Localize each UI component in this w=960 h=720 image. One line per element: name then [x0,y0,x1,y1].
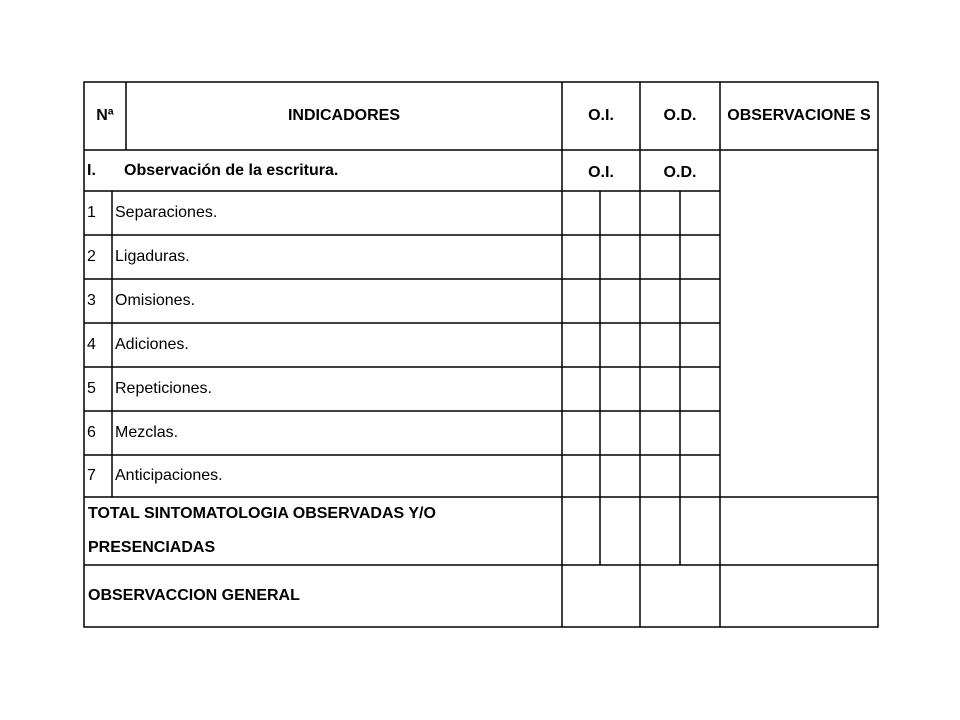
header-od: O.D. [663,107,697,124]
row-2-num: 2 [87,248,96,265]
row-5-label: Repeticiones. [115,380,212,397]
section-label: I. [87,161,96,179]
header-num: Nª [96,107,114,124]
row-1-num: 1 [87,204,96,221]
row-7-label: Anticipaciones. [115,467,223,484]
header-observations: OBSERVACIONE S [727,107,871,124]
row-4-label: Adiciones. [115,336,189,353]
section-oi: O.I. [588,163,614,181]
section-title: Observación de la escritura. [124,161,339,179]
general-observation-label: OBSERVACCION GENERAL [88,587,300,604]
row-1-label: Separaciones. [115,204,218,221]
row-4-num: 4 [87,336,96,353]
total-label: TOTAL SINTOMATOLOGIA OBSERVADAS Y/O PRESENCIADAS [88,505,436,556]
row-7-num: 7 [87,467,96,484]
row-3-num: 3 [87,292,96,309]
section-od: O.D. [663,163,697,181]
row-2-label: Ligaduras. [115,248,190,265]
header-indicators: INDICADORES [287,107,400,124]
row-5-num: 5 [87,380,96,397]
header-oi: O.I. [588,107,614,124]
row-6-num: 6 [87,424,96,441]
row-6-label: Mezclas. [115,424,179,441]
row-3-label: Omisiones. [115,292,196,309]
